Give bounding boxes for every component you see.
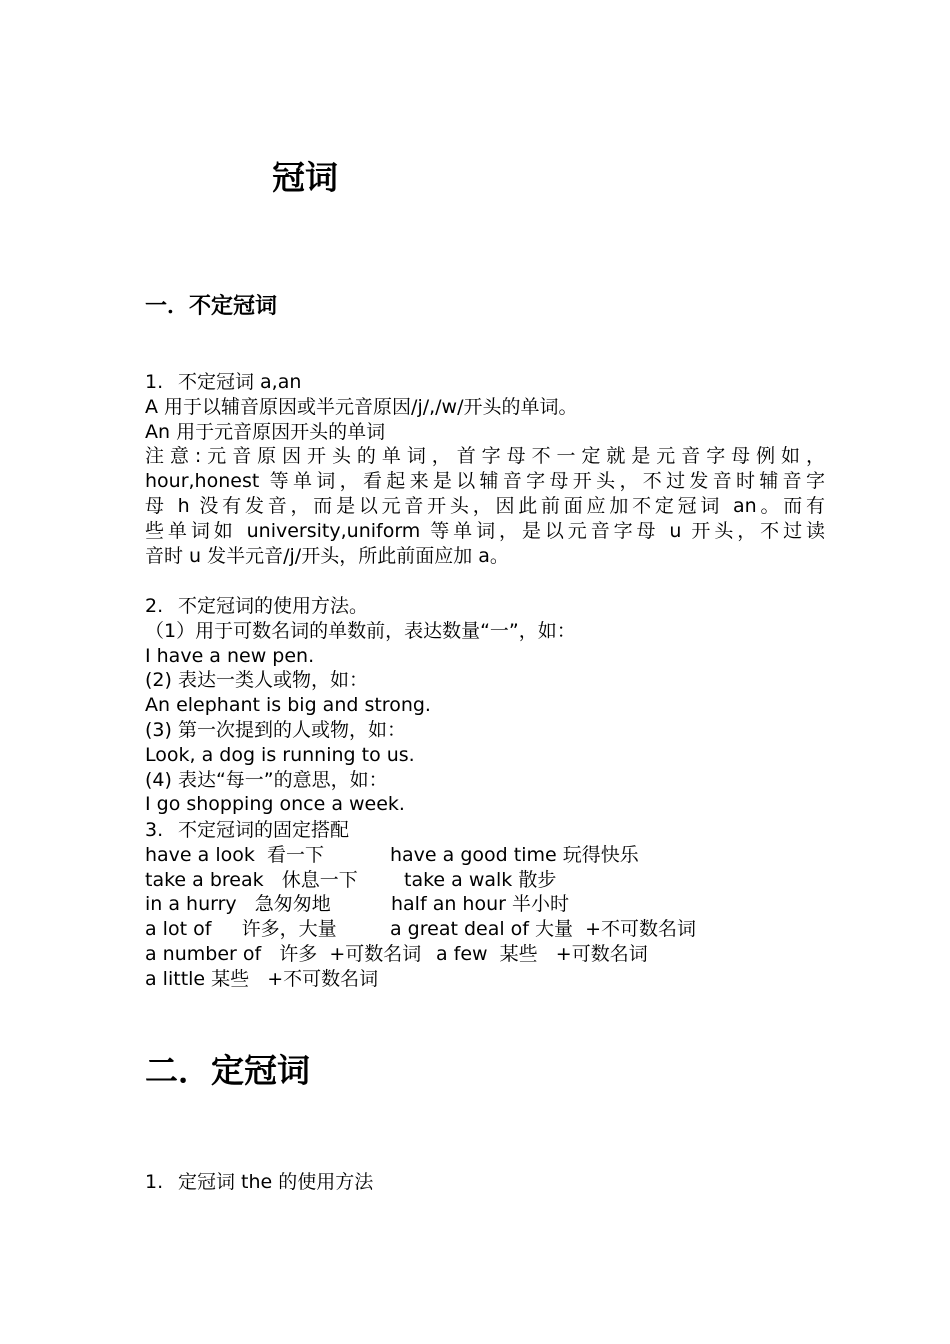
rule-line: An 用于元音原因开头的单词 [145,420,386,443]
usage-line: (2) 表达一类人或物，如： [145,669,368,692]
phrase: a little 某些 +不可数名词 [145,967,379,990]
phrase: a number of 许多 +可数名词 [145,942,422,965]
item-label: 定冠词 the 的使用方法 [178,1171,374,1193]
phrase-row [145,917,825,942]
phrase: half an hour 半小时 [391,893,569,916]
note-line: 音时 u 发半元音/j/开头，所此前面应加 a。 [145,544,509,567]
example-line: Look, a dog is running to us. [145,743,415,766]
usage-line: （1）用于可数名词的单数前，表达数量“一”，如： [145,619,576,642]
section-heading-indefinite-article: 一．不定冠词 [145,294,278,319]
phrase: have a look 看一下 [145,843,324,866]
phrase: take a walk 散步 [404,868,557,891]
phrase: take a break 休息一下 [145,868,358,891]
item-label: 不定冠词的使用方法。 [178,595,369,617]
item-label: 不定冠词的固定搭配 [178,819,350,841]
item-number: 3. [145,819,164,841]
phrase-row [145,843,825,868]
phrase: a lot of 许多，大量 [145,918,337,941]
indefinite-article-phrases [145,818,825,992]
note-line: hour,honest 等单词，看起来是以辅音字母开头，不过发音时辅音字 [145,470,825,493]
indefinite-article-usage [145,594,825,817]
item-number: 1. [145,1171,164,1193]
item-heading [145,594,825,619]
item-number: 2. [145,595,164,617]
item-heading [145,370,825,395]
page-title: 冠词 [272,158,338,197]
phrase: a few 某些 +可数名词 [436,942,648,965]
rule-line: A 用于以辅音原因或半元音原因/j/,/w/开头的单词。 [145,395,578,418]
phrase-row [145,868,825,893]
phrase-row [145,967,825,992]
indefinite-article-rules [145,370,825,568]
phrase: have a good time 玩得快乐 [390,843,639,866]
phrase: a great deal of 大量 +不可数名词 [390,918,697,941]
item-number: 1. [145,371,164,393]
item-label: 不定冠词 a,an [178,371,302,393]
phrase-row [145,892,825,917]
note-line: 母 h 没有发音，而是以元音开头，因此前面应加不定冠词 an。而有 [145,494,825,517]
example-line: I go shopping once a week. [145,793,405,816]
note-line: 注意:元音原因开头的单词，首字母不一定就是元音字母例如， [145,445,825,468]
section-heading-definite-article: 二．定冠词 [145,1051,310,1090]
example-line: An elephant is big and strong. [145,694,431,717]
item-heading [145,818,825,843]
definite-article-usage [145,1170,825,1195]
note-line: 些单词如 university,uniform 等单词，是以元音字母 u 开头，不过读 [145,519,825,542]
phrase-row [145,942,825,967]
usage-line: (4) 表达“每一”的意思，如： [145,768,388,791]
item-heading [145,1170,825,1195]
example-line: I have a new pen. [145,644,315,667]
usage-line: (3) 第一次提到的人或物，如： [145,718,406,741]
phrase: in a hurry 急匆匆地 [145,893,331,916]
